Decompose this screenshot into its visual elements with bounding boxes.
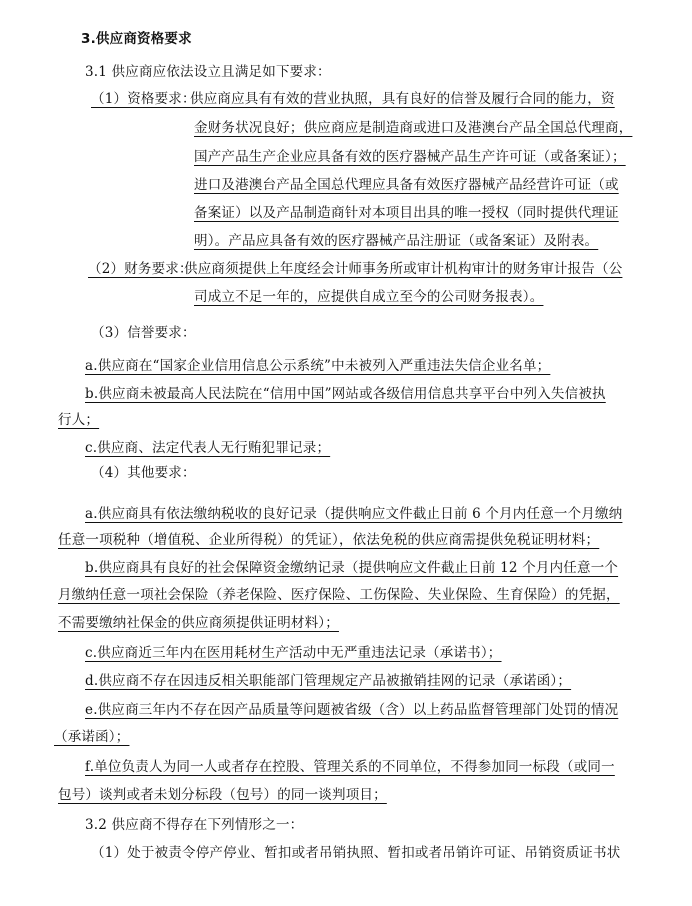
q3-b-line-1: b.供应商未被最高人民法院在“信用中国”网站或各级信用信息共享平台中列入失信被执 (85, 386, 606, 402)
q2-label: （2）财务要求： (88, 261, 193, 277)
q4-b-line-3: 不需要缴纳社保金的供应商须提供证明材料）； (58, 615, 339, 631)
q4-d: d.供应商不存在因违反相关职能部门管理规定产品被撤销挂网的记录（承诺函）； (85, 673, 572, 689)
q1-line-3: 国产产品生产企业应具备有效的医疗器械产品生产许可证（或备案证）； (194, 149, 626, 165)
q4-b-line-1: b.供应商具有良好的社会保障资金缴纳记录（提供响应文件截止日前 12 个月内任意一个 (85, 560, 619, 576)
q1-line-2: 金财务状况良好；供应商应是制造商或进口及港澳台产品全国总代理商， (194, 120, 633, 136)
s3-1-intro: 3.1 供应商应依法设立且满足如下要求： (85, 64, 331, 80)
q1-line-4: 进口及港澳台产品全国总代理应具备有效医疗器械产品经营许可证（或 (194, 177, 619, 193)
q4-e-line-1: e.供应商三年内不存在因产品质量等问题被省级（含）以上药品监督管理部门处罚的情况 (85, 702, 619, 718)
q4-e-line-2: （承诺函）； (54, 729, 130, 745)
q3-label: （3）信誉要求： (91, 325, 196, 341)
q4-a-line-1: a.供应商具有依法缴纳税收的良好记录（提供响应文件截止日前 6 个月内任意一个月缴纳 (85, 506, 623, 522)
q4-b-line-2: 月缴纳任意一项社会保险（养老保险、医疗保险、工伤保险、失业保险、生育保险）的凭据， (58, 587, 620, 603)
q3-b-line-2: 行人； (58, 412, 100, 428)
s3-2-item-1: （1）处于被责令停产停业、暂扣或者吊销执照、暂扣或者吊销许可证、吊销资质证书状 (91, 845, 621, 861)
section-title: 3.供应商资格要求 (81, 31, 192, 47)
q4-f-line-2: 包号）谈判或者未划分标段（包号）的同一谈判项目； (58, 787, 387, 803)
q4-f-line-1: f.单位负责人为同一人或者存在控股、管理关系的不同单位，不得参加同一标段（或同一 (85, 759, 615, 775)
q1-label: （1）资格要求： (91, 91, 196, 107)
s3-2-intro: 3.2 供应商不得存在下列情形之一： (85, 817, 304, 833)
q1-line-5: 备案证）以及产品制造商针对本项目出具的唯一授权（同时提供代理证 (194, 205, 619, 221)
q2-line-2: 司成立不足一年的，应提供自成立至今的公司财务报表）。 (194, 289, 544, 305)
q3-a: a.供应商在“国家企业信用信息公示系统”中未被列入严重违法失信企业名单； (85, 358, 551, 374)
q1-line-1: 供应商应具有有效的营业执照，具有良好的信誉及履行合同的能力，资 (190, 91, 615, 107)
q1-line-6: 明）。产品应具备有效的医疗器械产品注册证（或备案证）及附表。 (194, 233, 599, 249)
q3-c: c.供应商、法定代表人无行贿犯罪记录； (85, 440, 331, 456)
q4-c: c.供应商近三年内在医用耗材生产活动中无严重违法记录（承诺书）； (85, 645, 502, 661)
q4-a-line-2: 任意一项税种（增值税、企业所得税）的凭证），依法免税的供应商需提供免税证明材料； (58, 532, 600, 548)
q4-label: （4）其他要求： (91, 465, 196, 481)
q2-line-1: 供应商须提供上年度经会计师事务所或审计机构审计的财务审计报告（公 (184, 261, 623, 277)
